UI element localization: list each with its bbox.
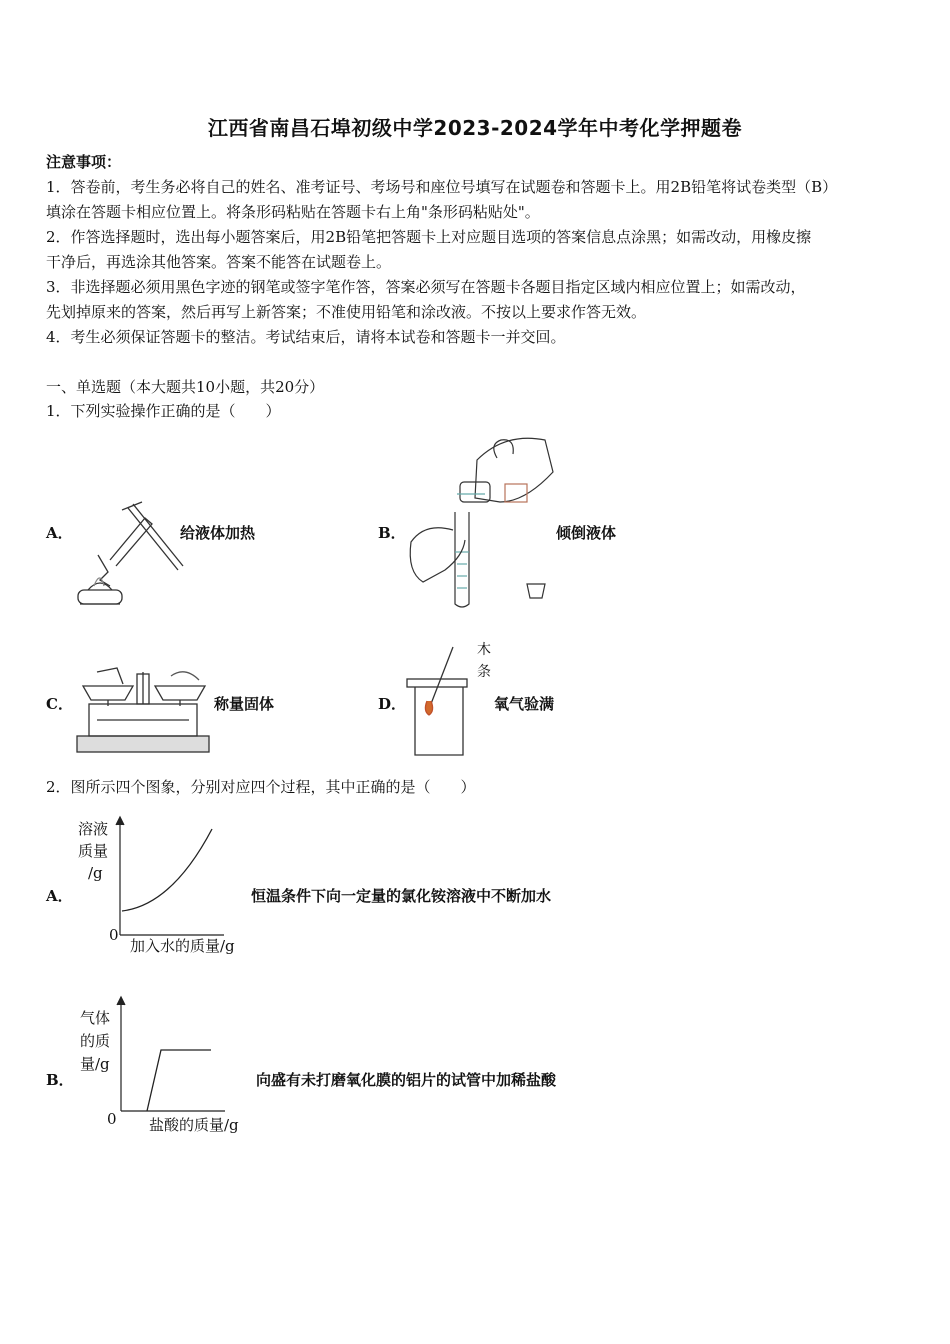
- q1-option-d-caption: 氧气验满: [494, 695, 555, 713]
- q2-option-a-label: A．: [46, 887, 73, 905]
- notice-line-4: 干净后，再选涂其他答案。答案不能答在试题卷上。: [46, 253, 392, 271]
- oxygen-test-figure: [405, 645, 475, 760]
- q2-b-ylabel-2: 的质: [80, 1032, 111, 1050]
- q2-a-ylabel-3: /g: [88, 864, 103, 882]
- q1-option-d-note-2: 条: [477, 664, 491, 680]
- q2-a-ylabel-1: 溶液: [78, 820, 109, 838]
- q2-a-graph: [112, 815, 232, 940]
- notice-line-1: 1．答卷前，考生务必将自己的姓名、准考证号、考场号和座位号填写在试题卷和答题卡上。用2B铅笔将试卷类型（B）: [46, 178, 838, 196]
- weighing-solid-figure: [75, 664, 215, 760]
- q1-option-c-caption: 称量固体: [214, 695, 275, 713]
- notice-line-5: 3．非选择题必须用黑色字迹的钢笔或签字笔作答，答案必须写在答题卡各题目指定区域内相应位置上；如需改动，: [46, 278, 806, 296]
- q1-option-a-label: A．: [46, 524, 73, 542]
- q2-b-graph: [113, 995, 233, 1117]
- page-title: 江西省南昌石埠初级中学2023-2024学年中考化学押题卷: [207, 116, 743, 140]
- q2-b-ylabel-1: 气体: [80, 1009, 111, 1027]
- q1-option-d-note-1: 木: [477, 642, 491, 658]
- q1-stem: 1．下列实验操作正确的是（ ）: [46, 402, 281, 420]
- q2-stem: 2．图所示四个图象，分别对应四个过程，其中正确的是（ ）: [46, 778, 476, 796]
- q2-b-ylabel-3: 量/g: [80, 1055, 110, 1073]
- q2-option-b-label: B．: [46, 1071, 74, 1089]
- q2-a-xlabel: 加入水的质量/g: [130, 937, 235, 955]
- notice-line-7: 4．考生必须保证答题卡的整洁。考试结束后，请将本试卷和答题卡一并交回。: [46, 328, 566, 346]
- q2-b-origin: 0: [107, 1110, 117, 1128]
- q1-option-c-label: C．: [46, 695, 73, 713]
- q1-option-d-label: D．: [378, 695, 407, 713]
- q2-option-b-caption: 向盛有未打磨氧化膜的铝片的试管中加稀盐酸: [256, 1071, 557, 1089]
- q1-option-b-caption: 倾倒液体: [556, 524, 617, 542]
- q1-option-a-caption: 给液体加热: [180, 524, 256, 542]
- q2-option-a-caption: 恒温条件下向一定量的氯化铵溶液中不断加水: [251, 887, 552, 905]
- section-heading: 一、单选题（本大题共10小题，共20分）: [46, 378, 325, 396]
- notice-line-2: 填涂在答题卡相应位置上。将条形码粘贴在答题卡右上角"条形码粘贴处"。: [46, 203, 540, 221]
- q2-a-ylabel-2: 质量: [78, 842, 109, 860]
- heating-liquid-figure: [70, 500, 190, 610]
- notice-line-6: 先划掉原来的答案，然后再写上新答案；不准使用铅笔和涂改液。不按以上要求作答无效。: [46, 303, 647, 321]
- pouring-liquid-figure: [405, 432, 565, 607]
- notice-line-3: 2．作答选择题时，选出每小题答案后，用2B铅笔把答题卡上对应题目选项的答案信息点涂黑；如需改动，用橡皮擦: [46, 228, 812, 246]
- q2-a-origin: 0: [109, 926, 119, 944]
- q1-option-b-label: B．: [378, 524, 406, 542]
- notice-heading: 注意事项：: [46, 153, 122, 171]
- q2-b-xlabel: 盐酸的质量/g: [149, 1116, 239, 1134]
